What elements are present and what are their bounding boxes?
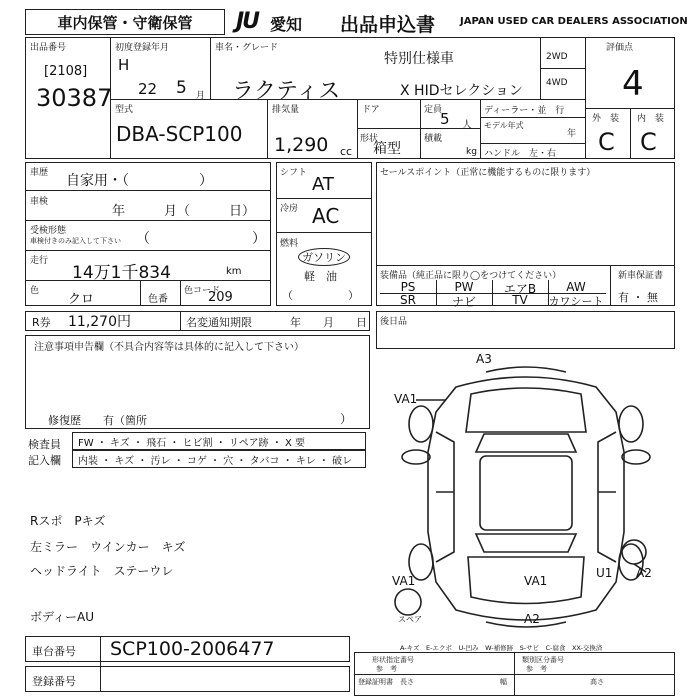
kg-label: kg [466, 147, 477, 157]
lot-prefix: [2108] [44, 64, 88, 79]
org-name: 愛知 [270, 15, 303, 34]
ac-value: AC [312, 204, 340, 228]
recycle-value: 11,270円 [68, 314, 131, 330]
class-ref-sub: 参 考 [526, 665, 547, 673]
damage-legend: A-キズ E-エクボ U-凹み W-補修跡 S-サビ C-腐食 XX-交換済 [400, 644, 603, 652]
repair-history: 修復歴 有（箇所 [48, 414, 147, 427]
dealer-label: ディーラー・並 行 [484, 106, 565, 116]
model-label: 型式 [115, 105, 134, 115]
inspector-label: 検査員 [28, 438, 61, 451]
reg-month: 5 [176, 78, 187, 98]
equip-sr: SR [400, 293, 416, 307]
fw-line: FW ・ キズ ・ 飛石 ・ ヒビ割 ・ リペア跡 ・ X 要 [78, 438, 306, 449]
width-label: 幅 [500, 678, 507, 686]
equip-aw: AW [566, 280, 586, 294]
new-warranty-label: 新車保証書 [618, 271, 664, 281]
year-suffix: 年 [567, 129, 577, 139]
cooling-label: 冷房 [280, 204, 299, 214]
acceptance-label: 受検形態 [30, 226, 67, 236]
cc-value: 1,290 [274, 134, 329, 156]
ju-logo: JU [236, 9, 259, 34]
capacity-label: 定員 [424, 105, 443, 115]
exterior-grade: C [598, 128, 615, 156]
lot-no-label: 出品番号 [30, 43, 67, 53]
car-name: ラクティス [232, 79, 341, 104]
form-title: 出品申込書 [340, 14, 436, 36]
name-change-date: 年 月 日 [290, 316, 367, 329]
interior-label: 内 装 [637, 114, 665, 124]
reg-year: 22 [138, 80, 158, 98]
model-code: DBA-SCP100 [116, 122, 243, 146]
mileage-unit: km [226, 266, 242, 277]
note-line-4: ボディーAU [30, 610, 95, 624]
sales-points-label: セールスポイント（正常に機能するものに限ります） [380, 168, 596, 178]
shift-value: AT [312, 174, 334, 195]
fuel-diesel: 軽 油 [304, 270, 337, 283]
mark-va1-bottom-left: VA1 [392, 574, 416, 588]
storage-type-header: 車内保管・守衛保管 [25, 9, 225, 35]
capacity-suffix: 人 [462, 120, 472, 131]
recycle-label: R券 [32, 316, 51, 329]
capacity-value: 5 [440, 110, 450, 128]
color-code-value: 209 [208, 290, 233, 305]
length-label: 長さ [400, 678, 414, 686]
color-value: クロ [68, 292, 95, 307]
inspection-value: 年 月（ 日） [112, 204, 256, 219]
class-ref-label: 類別区分番号 [522, 656, 564, 664]
equip-navi: ナビ [451, 295, 476, 309]
exterior-label: 外 装 [592, 114, 620, 124]
note-line-2: 左ミラー ウインカー キズ [30, 540, 186, 554]
shape-value: 箱型 [373, 141, 401, 157]
chassis-value: SCP100-2006477 [110, 638, 275, 660]
mark-a3: A3 [476, 352, 492, 366]
reg-no-label: 登録番号 [32, 675, 76, 688]
mark-a2-bottom: A2 [524, 612, 540, 626]
mark-a2-right: A2 [636, 566, 652, 580]
acceptance-note: 車検付きのみ記入して下さい [30, 237, 121, 245]
reg-era: H [118, 56, 130, 74]
equip-ps: PS [400, 280, 416, 294]
fuel-label: 燃料 [280, 239, 299, 249]
equip-airbag: エアB [503, 282, 537, 296]
color-no-label: 色番 [148, 294, 168, 305]
mark-va1-top: VA1 [394, 392, 418, 406]
special-edition: 特別仕様車 [384, 51, 454, 67]
car-damage-diagram [376, 352, 675, 642]
entry-label: 記入欄 [28, 454, 61, 467]
shape-ref-label: 形状指定番号 [372, 656, 414, 664]
equipment-label: 装備品（純正品に限り◯をつけてください） [380, 271, 562, 281]
interior-line: 内装 ・ キズ ・ 汚レ ・ コゲ ・ 穴 ・ タバコ ・ キレ ・ 破レ [78, 456, 353, 467]
equip-tv: TV [512, 293, 528, 307]
rating-score: 4 [622, 64, 644, 104]
note-line-1: Rスポ Pキズ [30, 514, 106, 528]
doors-label: ドア [362, 105, 380, 115]
color-label: 色 [30, 286, 40, 296]
color-code-label: 色コード [184, 286, 221, 296]
lot-number: 30387 [36, 84, 113, 112]
mark-u1: U1 [596, 566, 613, 580]
first-reg-label: 初度登録年月 [115, 43, 170, 53]
model-year-label: モデル年式 [484, 121, 524, 130]
mileage-label: 走行 [30, 256, 49, 266]
chassis-label: 車台番号 [32, 645, 76, 658]
drive-4wd-label: 4WD [546, 78, 568, 88]
warranty-options: 有 ・ 無 [618, 291, 658, 304]
reg-memo-label: 登録証明書 [358, 678, 393, 686]
fuel-gasoline: ガソリン [298, 248, 350, 266]
shape-ref-sub: 参 考 [376, 665, 397, 673]
load-label: 積載 [424, 134, 443, 144]
later-date-label: 後日品 [380, 317, 408, 327]
history-label: 車歴 [30, 168, 49, 178]
notes-title: 注意事項申告欄（不具合内容等は具体的に記入して下さい） [34, 342, 304, 353]
mark-va1-center: VA1 [524, 574, 548, 588]
interior-grade: C [640, 128, 657, 156]
history-value: 自家用・（ ） [66, 173, 213, 189]
equip-pw: PW [454, 280, 474, 294]
shape-label: 形状 [360, 134, 379, 144]
shift-label: シフト [280, 168, 308, 178]
drive-2wd-label: 2WD [546, 52, 568, 62]
height-label: 高さ [590, 678, 604, 686]
name-change-label: 名変通知期限 [186, 316, 252, 329]
mileage-value: 14万1千834 [72, 263, 171, 283]
rating-label: 評価点 [606, 43, 634, 53]
equip-leather: カワシート [548, 295, 604, 308]
displacement-label: 排気量 [272, 105, 300, 115]
spare-label: スペア [398, 615, 422, 624]
grade: X HIDセレクション [400, 83, 523, 99]
name-grade-label: 車名・グレード [215, 43, 279, 53]
association-name: JAPAN USED CAR DEALERS ASSOCIATION [460, 16, 688, 27]
cc-unit: cc [340, 145, 353, 158]
reg-month-suffix: 月 [196, 91, 206, 101]
handle-label: ハンドル 左・右 [484, 149, 557, 159]
inspection-label: 車検 [30, 197, 49, 207]
note-line-3: ヘッドライト ステーウレ [30, 564, 174, 578]
